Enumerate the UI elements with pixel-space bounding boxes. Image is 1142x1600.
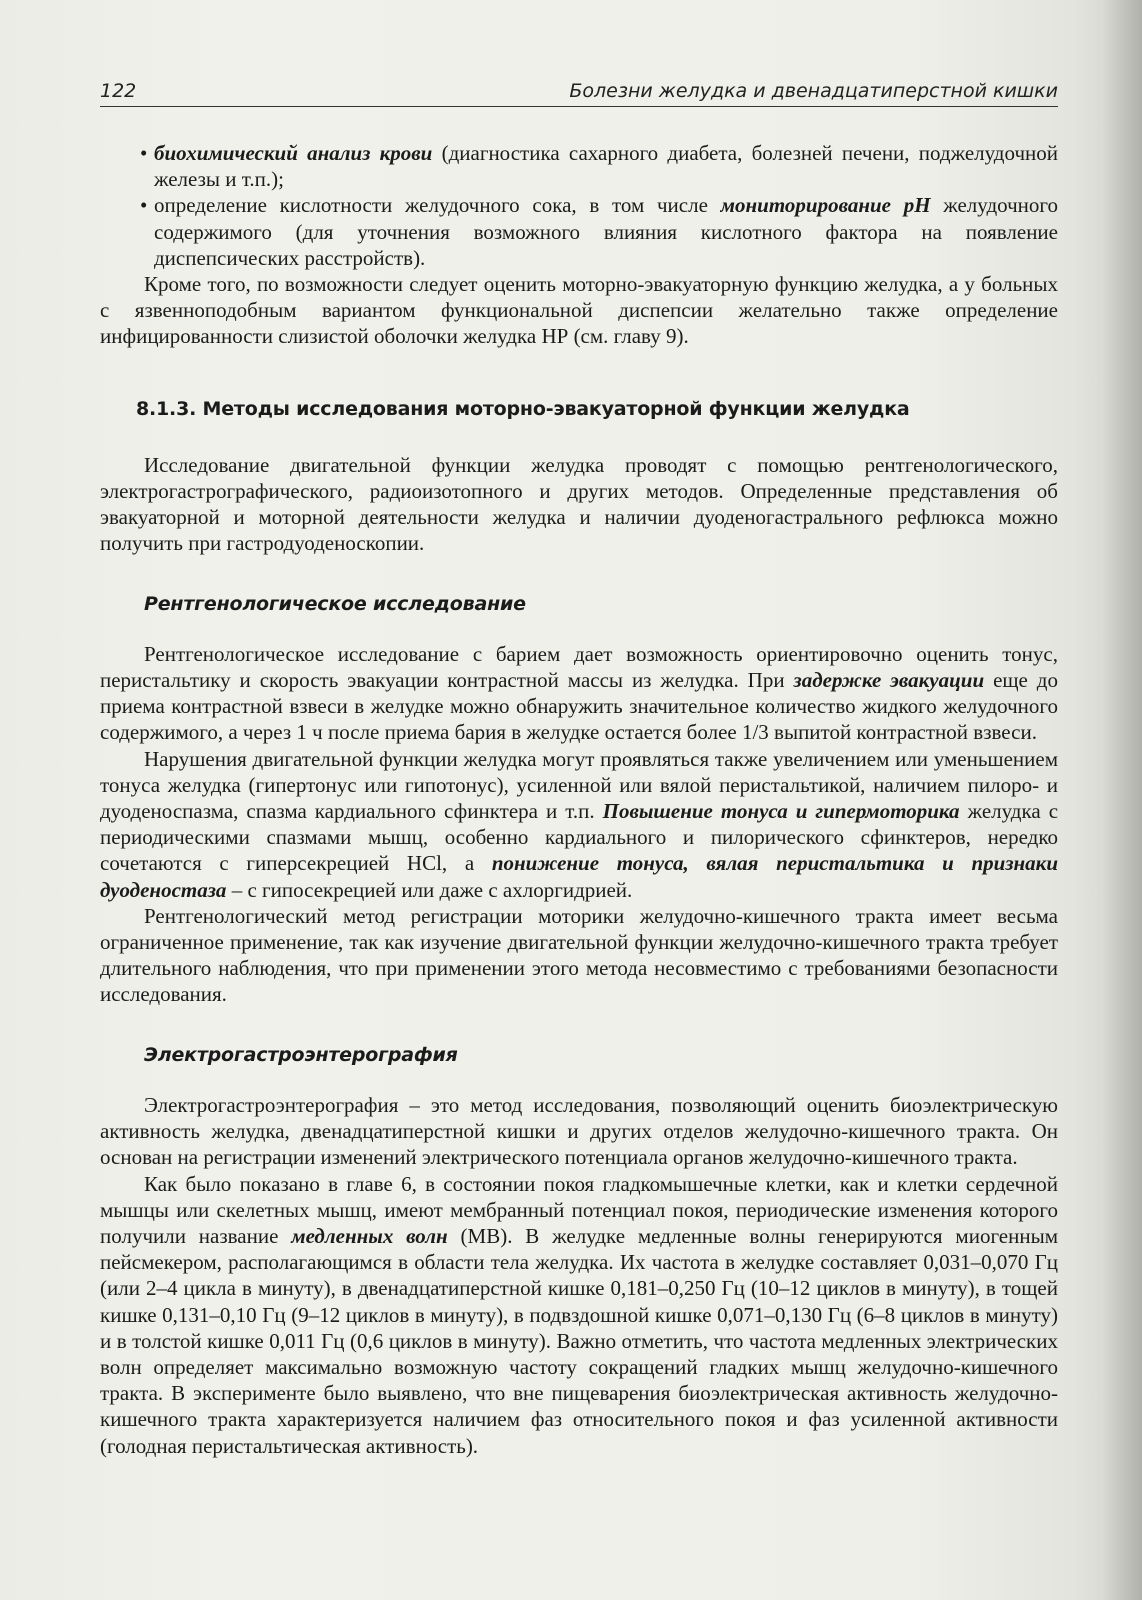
emphasis: медленных волн bbox=[291, 1223, 448, 1248]
bullet-mark: • bbox=[140, 141, 148, 165]
list-item bbox=[100, 140, 1058, 192]
section-heading: 8.1.3. Методы исследования моторно-эвакуаторной функции желудка bbox=[136, 397, 910, 420]
paragraph-text: Рентгенологическое исследование с барием дает возможность ориентировочно оценить тонус, перистальтику и скорость эвакуации контрастной массы из желудка. При bbox=[100, 641, 1058, 693]
emphasis: задержке эвакуации bbox=[793, 668, 985, 693]
paragraph-text: Нарушения двигательной функции желудка могут проявляться также увеличением или уменьшением тонуса желудка (гипертонус или гипотонус), усиленной или вялой перистальтикой, наличием пилоро- и дуоденоспазма, спазма кардиального сфинктера и т.п. bbox=[100, 746, 1058, 824]
paragraph: Кроме того, по возможности следует оценить моторно-эвакуаторную функцию желудка, а у больных с язвенноподобным вариантом функциональной диспепсии желательно также определение инфицированности слизистой оболочки желудка НР (см. главу 9). bbox=[100, 272, 1058, 349]
list-item-text: (диагностика сахарного диабета, болезней печени, поджелудочной железы и т.п.); bbox=[154, 141, 1058, 192]
paragraph bbox=[100, 746, 1058, 903]
bullet-mark: • bbox=[140, 193, 148, 218]
emphasis: биохимический анализ крови bbox=[154, 141, 433, 165]
paragraph bbox=[100, 641, 1058, 746]
emphasis: Повышение тонуса и гипермоторика bbox=[602, 799, 960, 824]
paragraph: Исследование двигательной функции желудка проводят с помощью рентгенологического, электрогастрографического, радиоизотопного и других методов. Определенные представления об эвакуаторной и моторной деятельности желудка и наличии дуоденогастрального рефлюкса можно получить при гастродуоденоскопии. bbox=[100, 452, 1058, 556]
list-item-text: желудочного содержимого (для уточнения возможного влияния кислотного фактора на появление диспепсических расстройств). bbox=[154, 193, 1058, 270]
list-item bbox=[100, 192, 1058, 271]
paragraph bbox=[100, 1171, 1058, 1459]
page-body bbox=[100, 140, 1058, 1459]
emphasis: понижение тонуса, вялая перистальтика и признаки дуоденостаза bbox=[100, 851, 1058, 902]
list-item-text: определение кислотности желудочного сока, в том числе bbox=[154, 193, 721, 218]
subsection-heading: Рентгенологическое исследование bbox=[144, 592, 526, 615]
page-number: 122 bbox=[100, 80, 137, 102]
paragraph: Электрогастроэнтерография – это метод исследования, позволяющий оценить биоэлектрическую активность желудка, двенадцатиперстной кишки и других отделов желудочно-кишечного тракта. Он основан на регистрации изменений электрического потенциала органов желудочно-кишечного тракта. bbox=[100, 1092, 1058, 1170]
emphasis: мониторирование pH bbox=[720, 193, 931, 218]
paragraph-text: – с гипосекрецией или даже с ахлоргидрией. bbox=[226, 877, 633, 902]
paragraph-text: (МВ). В желудке медленные волны генерируются миогенным пейсмекером, располагающимся в области тела желудка. Их частота в желудке составляет 0,031–0,070 Гц (или 2–4 цикла в минуту), в двенадцатиперстной кишке 0,181–0,250 Гц (10–12 циклов в минуту), в тощей кишке 0,131–0,10 Гц (9–12 циклов в минуту), в подвздошной кишке 0,071–0,130 Гц (6–8 циклов в минуту) и в толстой кишке 0,011 Гц (0,6 циклов в минуту). Важно отметить, что частота медленных электрических волн определяет максимально возможную частоту сокращений гладких мышц желудочно-кишечного тракта. В эксперименте было выявлено, что вне пищеварения биоэлектрическая активность желудочно-кишечного тракта характеризуется наличием фаз относительного покоя и фаз усиленной активности (голодная перистальтическая активность). bbox=[100, 1223, 1058, 1458]
running-header bbox=[100, 80, 1058, 107]
running-title: Болезни желудка и двенадцатиперстной кишки bbox=[569, 80, 1058, 102]
page-edge-shadow bbox=[1102, 0, 1142, 1600]
subsection-heading: Электрогастроэнтерография bbox=[144, 1043, 458, 1066]
paragraph-text: еще до приема контрастной взвеси в желудке можно обнаружить значительное количество жидкого желудочного содержимого, а через 1 ч после приема бария в желудке остается более 1/3 выпитой контрастной взвеси. bbox=[100, 668, 1058, 745]
paragraph: Рентгенологический метод регистрации моторики желудочно-кишечного тракта имеет весьма ограниченное применение, так как изучение двигательной функции желудочно-кишечного тракта требует длительного наблюдения, что при применении этого метода несовместимо с требованиями безопасности исследования. bbox=[100, 903, 1058, 1007]
paragraph-text: желудка с периодическими спазмами мышц, особенно кардиального и пилорического сфинктеров, нередко сочетаются с гиперсекрецией HCl, а bbox=[100, 799, 1059, 876]
paragraph-text: Как было показано в главе 6, в состоянии покоя гладкомышечные клетки, как и клетки сердечной мышцы или скелетных мышц, имеют мембранный потенциал покоя, периодические изменения которого получили название bbox=[100, 1171, 1058, 1248]
